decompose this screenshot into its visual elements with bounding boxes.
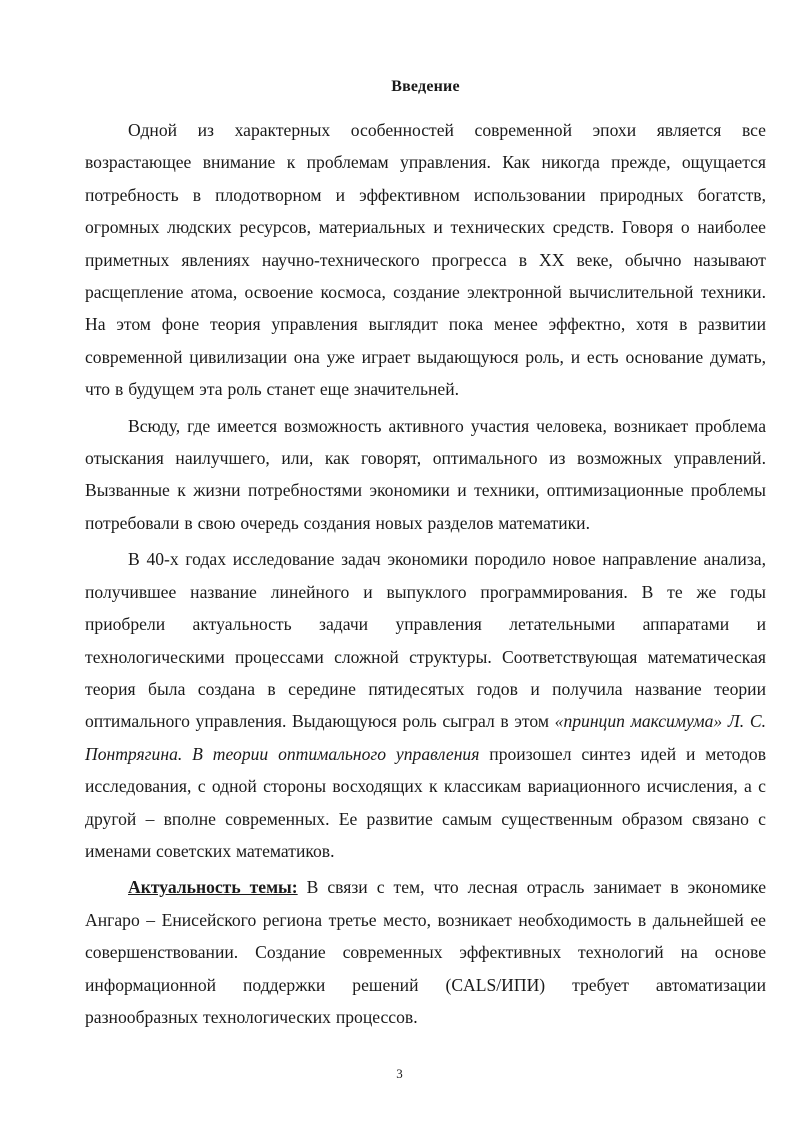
relevance-text: В связи с тем, что лесная отрасль занимает в экономике Ангаро – Енисейского региона третье место, возникает необходимость в дальнейшей ее совершенствовании. Создание современных эффективных технологий на основе информационной поддержки решений (CALS/ИПИ) требует автоматизации разнообразных технологических процессов. <box>85 877 766 1027</box>
section-heading: Введение <box>391 78 460 95</box>
relevance-label: Актуальность темы: <box>128 877 298 898</box>
paragraph-optimization: Всюду, где имеется возможность активного участия человека, возникает проблема отыскания наилучшего, или, как говорят, оптимального из возможных управлений. Вызванные к жизни потребностями экономики и техники, оптимизационные проблемы потребовали в свою очередь создания новых разделов математики. <box>85 415 766 533</box>
page-number: 3 <box>396 1066 403 1081</box>
paragraph-history-text-1: В 40-х годах исследование задач экономики породило новое направление анализа, получившее название линейного и выпуклого программирования. В те же годы приобрели актуальность задачи управления летательными аппаратами и технологическими процессами сложной структуры. Соответствующая математическая теория была создана в середине пятидесятых годов и получила название теории оптимального управления. Выдающуюся роль сыграл в этом <box>85 549 766 732</box>
paragraph-history-italic: «принцип максимума» Л. С. Понтрягина. В теории оптимального управления <box>85 711 766 764</box>
paragraph-history <box>85 543 766 867</box>
paragraph-relevance <box>85 871 766 1033</box>
paragraph-history-text-2: произошел синтез идей и методов исследования, с одной стороны восходящих к классикам вариационного исчисления, а с другой – вполне современных. Ее развитие самым существенным образом связано с именами советских математиков. <box>85 743 766 861</box>
paragraph-intro: Одной из характерных особенностей современной эпохи является все возрастающее внимание к проблемам управления. Как никогда прежде, ощущается потребность в плодотворном и эффективном использовании природных богатств, огромных людских ресурсов, материальных и технических средств. Говоря о наиболее приметных явлениях научно-технического прогресса в XX веке, обычно называют расщепление атома, освоение космоса, создание электронной вычислительной техники. На этом фоне теория управления выглядит пока менее эффектно, хотя в развитии современной цивилизации она уже играет выдающуюся роль, и есть основание думать, что в будущем эта роль станет еще значительней. <box>85 120 766 400</box>
